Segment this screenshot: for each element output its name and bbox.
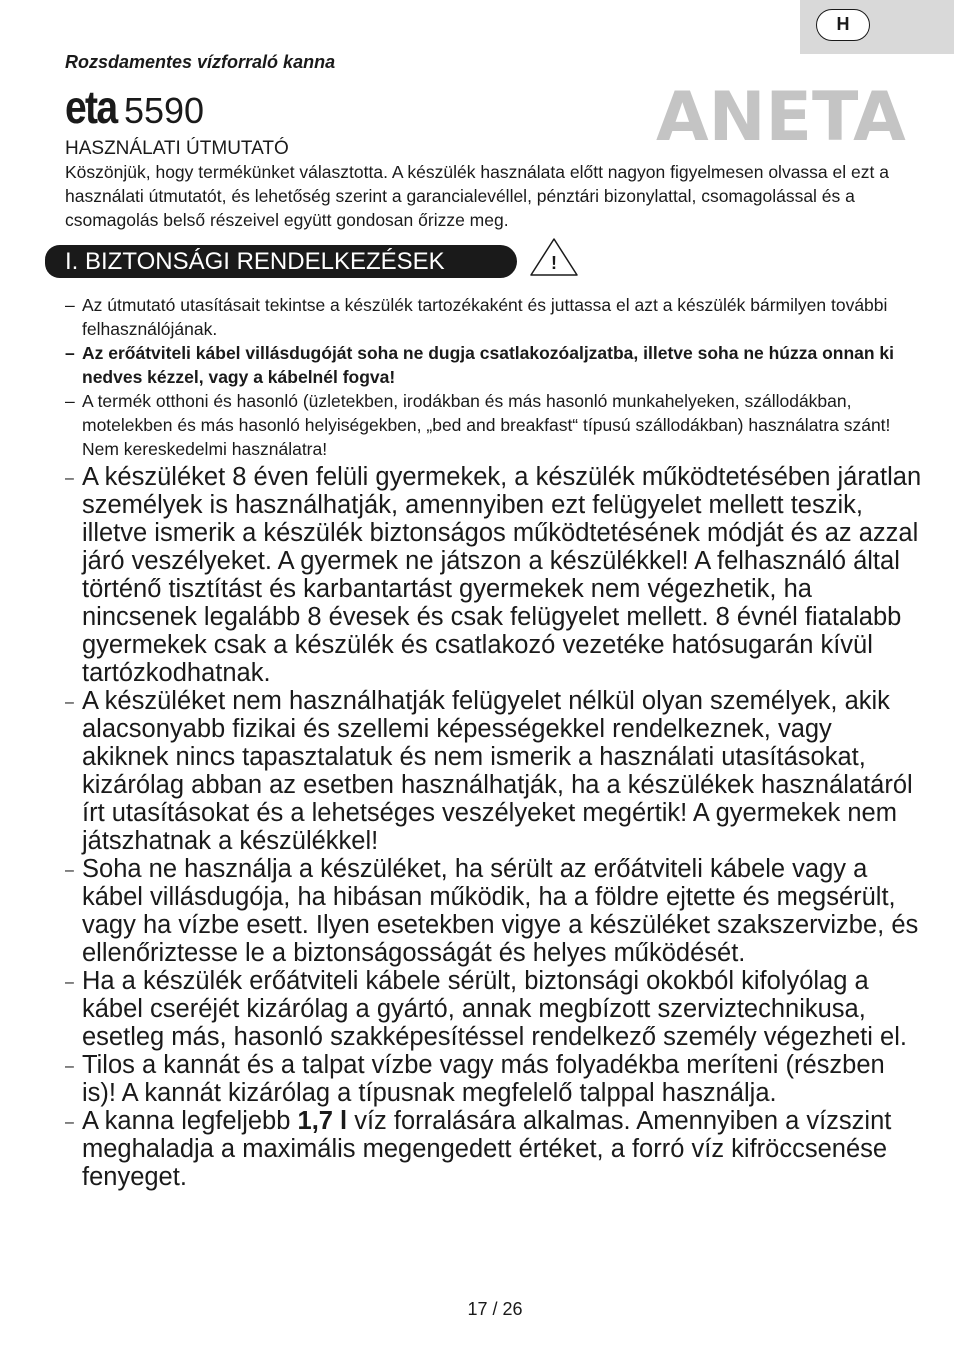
aneta-logo: ANETA [656,78,906,157]
list-item-text: Tilos a kannát és a talpat vízbe vagy más folyadékba meríteni (részben is)! A kannát kizárólag a típusnak megfelelő talppal használja. [82,1051,885,1107]
section-heading: I. BIZTONSÁGI RENDELKEZÉSEK [45,245,517,278]
list-item [65,855,925,967]
list-dash: – [65,862,74,879]
model-heading [65,80,205,133]
list-dash: – [65,1114,74,1131]
list-item [65,463,925,687]
safety-list [65,293,925,1191]
list-item-text: A termék otthoni és hasonló (üzletekben, irodákban és más hasonló munkahelyeken, szállodákban, motelekben és más hasonló helyiségekben, „bed and breakfast“ típusú szállodákban) használatra szánt! Nem kereskedelmi használatra! [82,391,891,459]
product-subtitle: Rozsdamentes vízforraló kanna [65,52,336,72]
list-item [65,389,925,461]
list-dash: – [65,295,75,315]
list-item-text: Az erőátviteli kábel villásdugóját soha ne dugja csatlakozóaljzatba, illetve soha ne húzza onnan ki nedves kézzel, vagy a kábelnél fogva! [82,343,895,387]
list-item-text: A készüléket nem használhatják felügyelet nélkül olyan személyek, akik alacsonyabb fizikai és szellemi képességekkel rendelkeznek, vagy akiknek nincs tapasztalatuk és nem ismerik a használati utasításokat, kizárólag abban az esetben használhatják, ha a készülékek használatáról írt utasításokat és a lehetséges veszélyeket megértik! A gyermekek nem játszhatnak a készülékkel! [82,687,913,855]
list-item-text: Soha ne használja a készüléket, ha sérült az erőátviteli kábele vagy a kábel villásdugója, ha hibásan működik, ha a földre ejtette és megsérült, vagy ha vízbe esett. Ilyen esetekben vigye a készüléket szakszervizbe, és ellenőriztesse le a biztonságosságát és helyes működését. [82,855,919,967]
list-dash: – [65,391,75,411]
list-item-text: Az útmutató utasításait tekintse a készülék tartozékaként és juttassa el azt a készülék bármilyen további felhasználójának. [82,295,888,339]
list-item [65,341,925,389]
list-item [65,293,925,341]
intro-paragraph: Köszönjük, hogy termékünket választotta. A készülék használata előtt nagyon figyelmesen olvassa el ezt a használati útmutatót, és lehetőség szerint a garancialevéllel, pénztári bizonylattal, csomagolással és a csomagolás belső részeivel együtt gondosan őrizze meg. [65,162,889,230]
warning-icon [528,236,580,278]
list-dash: – [65,974,74,991]
manual-title: HASZNÁLATI ÚTMUTATÓ [65,138,289,159]
list-dash: – [65,1058,74,1075]
capacity-value: 1,7 l [297,1107,348,1135]
list-item-text: A készüléket 8 éven felüli gyermekek, a készülék működtetésében járatlan személyek is használhatják, amennyiben ezt felügyelet mellett teszik, illetve ismerik a készülék biztonságos működtetésének módját és az azzal járó veszélyeket. A gyermek ne játszon a készülékkel! A felhasználó által történő tisztítást és karbantartást gyermekek nem végezhetik, ha nincsenek legalább 8 évesek és csak felügyelet mellett. 8 évnél fiatalabb gyermekek csak a készülék és csatlakozó vezetéke hatósugarán kívül tartózkodhatnak. [82,463,922,687]
list-dash: – [65,343,75,363]
list-item [65,1051,925,1107]
model-number: 5590 [123,90,205,131]
list-item [65,967,925,1051]
brand-logo: eta [65,81,117,133]
list-item-text-before: A kanna legfeljebb [82,1107,298,1135]
list-item [65,1107,925,1191]
warning-icon-mark: ! [551,253,557,273]
list-item [65,687,925,855]
language-tab [800,0,954,54]
language-badge: H [816,9,870,41]
list-dash: – [65,694,74,711]
list-item-text-after: víz forralására alkalmas. Amennyiben a vízszint meghaladja a maximális megengedett értéket, a forró víz kifröccsenése fenyeget. [82,1107,892,1191]
page-number: 17 / 26 [467,1299,523,1319]
list-dash: – [65,470,74,487]
list-item-text: Ha a készülék erőátviteli kábele sérült, biztonsági okokból kifolyólag a kábel cseréjét kizárólag a gyártó, annak megbízott szerviztechnikusa, esetleg más, hasonló szakképesítéssel rendelkező személy végezheti el. [82,967,907,1051]
